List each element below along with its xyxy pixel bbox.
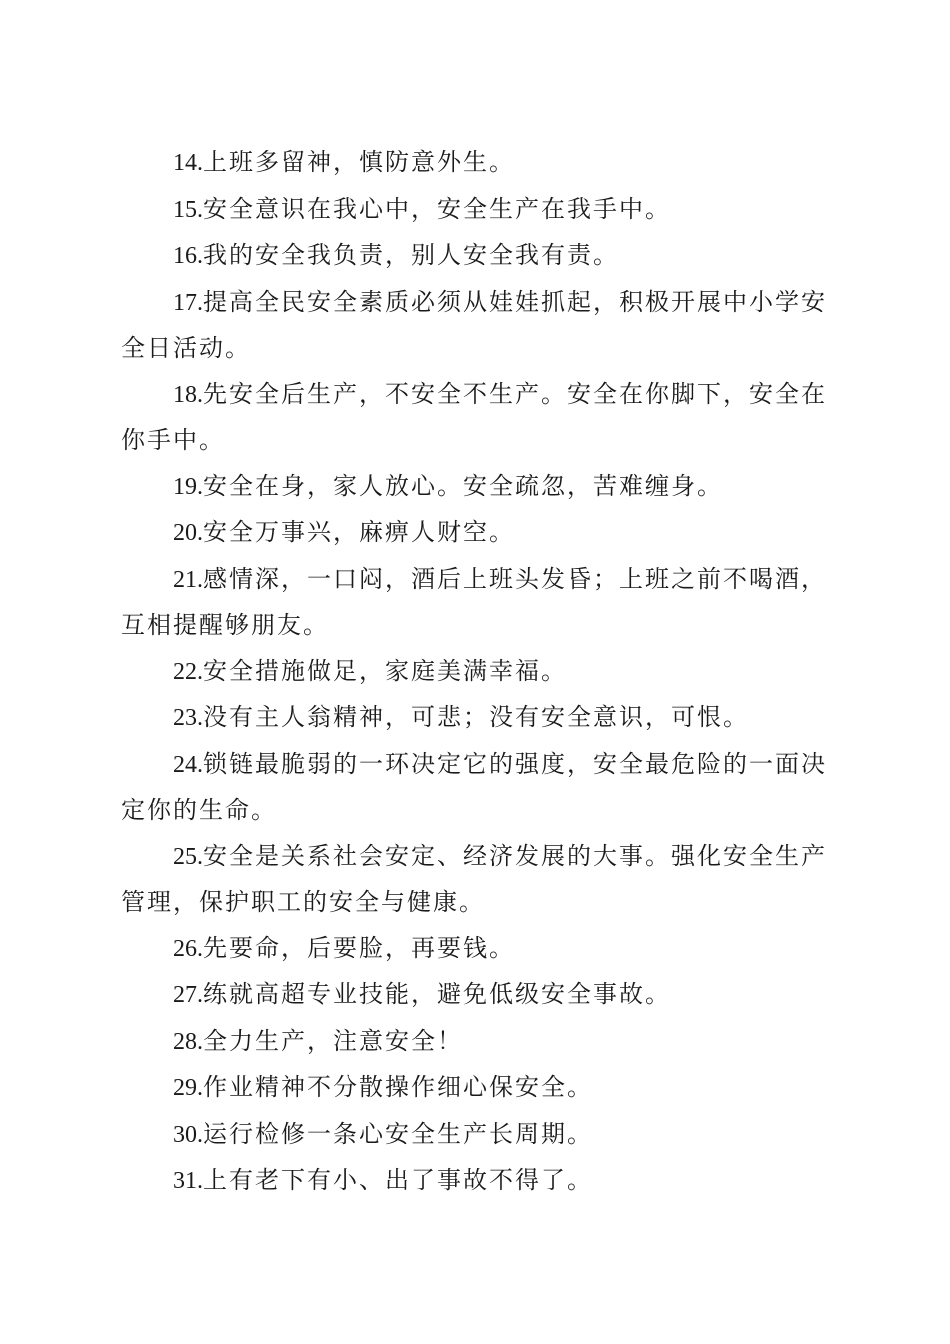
item-number: 26. <box>173 935 203 962</box>
item-text: 上班多留神，慎防意外生。 <box>203 148 515 176</box>
item-text: 作业精神不分散操作细心保安全。 <box>203 1073 593 1101</box>
item-number: 24. <box>173 751 203 778</box>
item-number: 29. <box>173 1075 203 1101</box>
item-number: 14. <box>173 150 203 176</box>
list-item <box>121 464 831 511</box>
item-number: 23. <box>173 705 203 731</box>
list-item <box>121 834 831 926</box>
item-number: 18. <box>173 381 203 408</box>
item-number: 27. <box>173 982 203 1008</box>
list-item <box>121 695 831 742</box>
list-item <box>121 187 831 234</box>
slogan-list <box>121 140 831 1205</box>
item-number: 25. <box>173 843 203 870</box>
item-number: 30. <box>173 1121 203 1148</box>
list-item <box>121 140 831 187</box>
item-text: 先要命，后要脸，再要钱。 <box>203 933 515 962</box>
list-item <box>121 233 831 280</box>
item-number: 20. <box>173 520 203 546</box>
item-text: 上有老下有小、出了事故不得了。 <box>203 1166 593 1194</box>
item-number: 15. <box>173 196 203 223</box>
item-text: 我的安全我负责，别人安全我有责。 <box>203 241 619 269</box>
list-item <box>121 649 831 696</box>
item-text: 锁链最脆弱的一环决定它的强度，安全最危险的一面决定你的生命。 <box>121 749 827 824</box>
item-text: 练就高超专业技能，避免低级安全事故。 <box>203 980 671 1008</box>
item-text: 运行检修一条心安全生产长周期。 <box>203 1119 593 1148</box>
item-text: 安全意识在我心中，安全生产在我手中。 <box>203 194 671 223</box>
list-item <box>121 1112 831 1159</box>
item-number: 31. <box>173 1168 203 1194</box>
item-text: 安全在身，家人放心。安全疏忽，苦难缠身。 <box>203 471 723 500</box>
item-number: 22. <box>173 658 203 685</box>
item-text: 全力生产，注意安全！ <box>203 1026 463 1055</box>
item-number: 16. <box>173 243 203 269</box>
list-item <box>121 280 831 372</box>
item-text: 先安全后生产，不安全不生产。安全在你脚下，安全在你手中。 <box>121 379 827 454</box>
list-item <box>121 926 831 973</box>
list-item <box>121 1065 831 1112</box>
item-text: 安全措施做足，家庭美满幸福。 <box>203 656 567 685</box>
list-item <box>121 557 831 649</box>
item-text: 感情深，一口闷，酒后上班头发昏；上班之前不喝酒，互相提醒够朋友。 <box>121 564 827 639</box>
list-item <box>121 510 831 557</box>
list-item <box>121 1019 831 1066</box>
list-item <box>121 742 831 834</box>
item-text: 安全万事兴，麻痹人财空。 <box>203 518 515 546</box>
item-number: 17. <box>173 289 203 316</box>
item-number: 21. <box>173 566 203 593</box>
list-item <box>121 372 831 464</box>
item-number: 19. <box>173 473 203 500</box>
list-item <box>121 972 831 1019</box>
item-number: 28. <box>173 1028 203 1055</box>
item-text: 提高全民安全素质必须从娃娃抓起，积极开展中小学安全日活动。 <box>121 287 827 362</box>
item-text: 没有主人翁精神，可悲；没有安全意识，可恨。 <box>203 703 749 731</box>
list-item <box>121 1158 831 1205</box>
item-text: 安全是关系社会安定、经济发展的大事。强化安全生产管理，保护职工的安全与健康。 <box>121 841 827 916</box>
